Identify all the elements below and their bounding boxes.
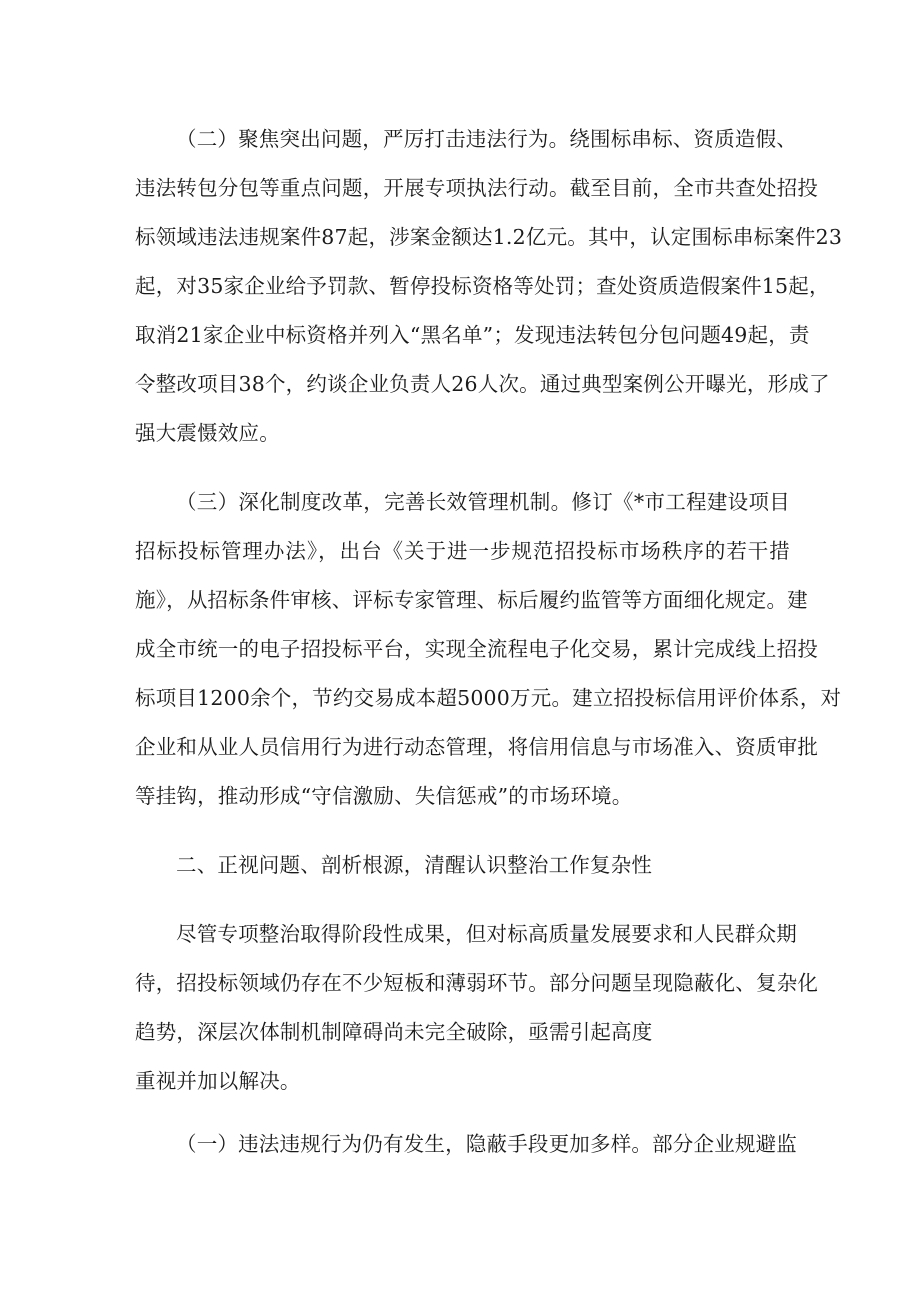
text-line: 强大震慑效应。 (135, 421, 280, 445)
text-line: 施》，从招标条件审核、评标专家管理、标后履约监管等方面细化规定。建 (135, 588, 808, 612)
text-line: 企业和从业人员信用行为进行动态管理，将信用信息与市场准入、资质审批 (135, 735, 819, 759)
section-heading: 二、正视问题、剖析根源，清醒认识整治工作复杂性 (176, 853, 653, 877)
text-line: 趋势，深层次体制机制障碍尚未完全破除，亟需引起高度 (135, 1020, 653, 1044)
text-line: 等挂钩，推动形成“守信激励、失信惩戒”的市场环境。 (135, 784, 633, 808)
text-line: 尽管专项整治取得阶段性成果，但对标高质量发展要求和人民群众期 (176, 922, 797, 946)
text-line: 标领域违法违规案件87起，涉案金额达1.2亿元。其中，认定围标串标案件23 (135, 225, 843, 249)
text-line: （一）违法违规行为仍有发生，隐蔽手段更加多样。部分企业规避监 (176, 1132, 797, 1156)
text-line: （二）聚焦突出问题，严厉打击违法行为。绕围标串标、资质造假、 (176, 127, 797, 151)
text-line: 标项目1200余个，节约交易成本超5000万元。建立招投标信用评价体系，对 (135, 686, 842, 710)
text-line: 起，对35家企业给予罚款、暂停投标资格等处罚；查处资质造假案件15起， (135, 274, 830, 298)
text-line: 待，招投标领域仍存在不少短板和薄弱环节。部分问题呈现隐蔽化、复杂化 (135, 971, 819, 995)
text-line: 成全市统一的电子招投标平台，实现全流程电子化交易，累计完成线上招投 (135, 637, 819, 661)
text-line: （三）深化制度改革，完善长效管理机制。修订《*市工程建设项目 (176, 490, 790, 514)
text-line: 令整改项目38个，约谈企业负责人26人次。通过典型案例公开曝光，形成了 (135, 372, 830, 396)
text-line: 取消21家企业中标资格并列入“黑名单”；发现违法转包分包问题49起，责 (135, 323, 810, 347)
text-line: 重视并加以解决。 (135, 1069, 301, 1093)
text-line: 招标投标管理办法》，出台《关于进一步规范招投标市场秩序的若干措 (135, 539, 790, 563)
text-line: 违法转包分包等重点问题，开展专项执法行动。截至目前，全市共查处招投 (135, 176, 819, 200)
